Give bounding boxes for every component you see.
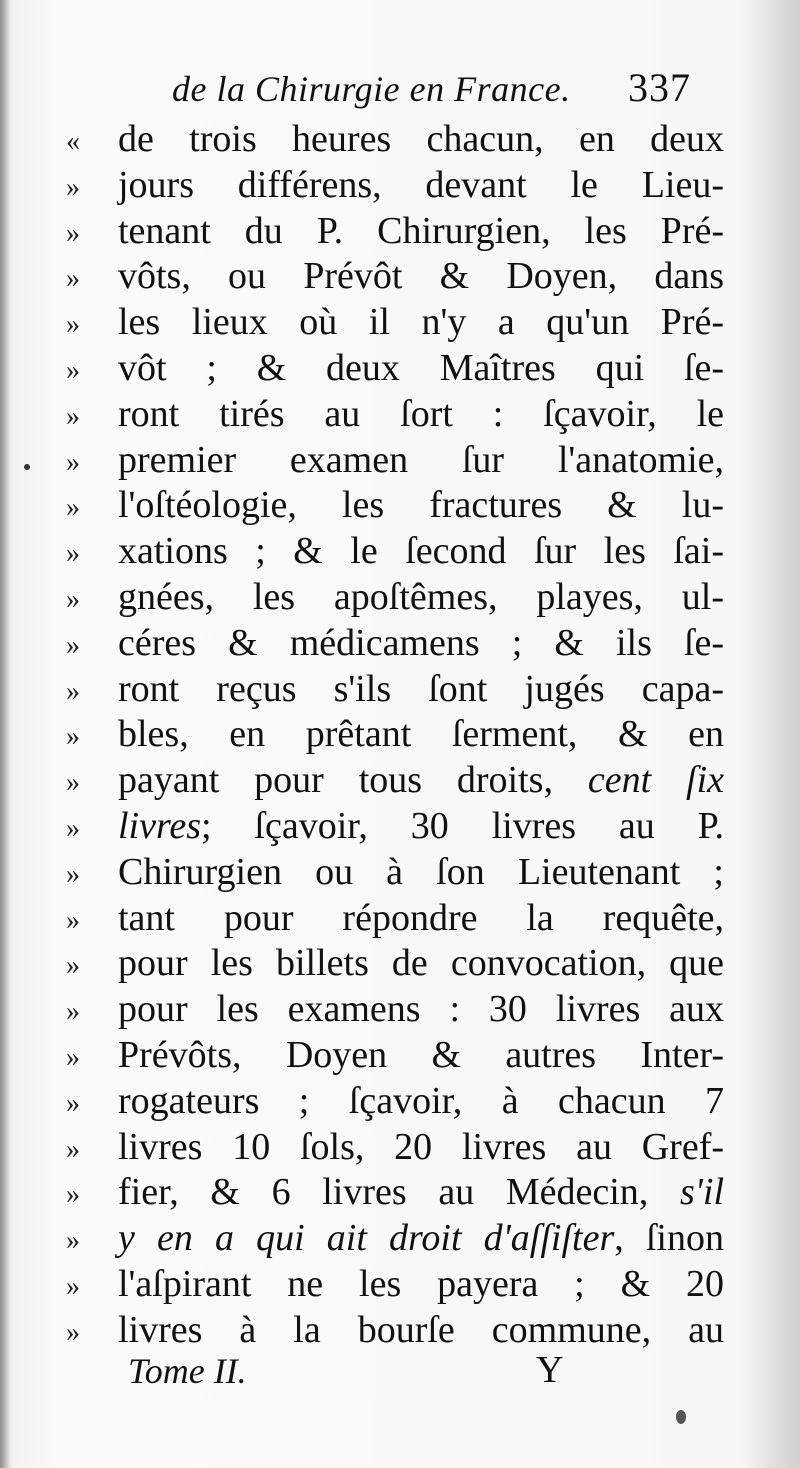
line-text: [118, 803, 724, 849]
roman-text: bles, en prêtant ſerment, & en: [118, 713, 724, 756]
roman-text: ront tirés au ſort : ſçavoir, le: [118, 392, 724, 435]
quote-mark: »: [66, 583, 80, 615]
quote-mark: »: [66, 1225, 80, 1257]
roman-text: pour les examens : 30 livres aux: [118, 988, 724, 1031]
roman-text: , ſinon: [614, 1217, 724, 1260]
quote-mark: »: [66, 675, 80, 707]
line-text: [118, 666, 724, 712]
volume-label: Tome II.: [128, 1351, 247, 1391]
line-text: [118, 574, 724, 620]
text-line: [0, 345, 800, 391]
line-text: [118, 162, 724, 208]
roman-text: payant pour tous droits,: [118, 759, 553, 802]
quote-mark: »: [66, 904, 80, 936]
quote-mark: »: [66, 996, 80, 1028]
text-line: [0, 1078, 800, 1124]
italic-text: livres: [118, 804, 202, 847]
quote-mark: »: [66, 950, 80, 982]
page-footer: [0, 1350, 800, 1410]
text-line: [0, 208, 800, 254]
quote-mark: »: [66, 1179, 80, 1211]
line-text: [118, 1169, 724, 1215]
roman-text: jours différens, devant le Lieu-: [118, 163, 724, 206]
text-line: [0, 116, 800, 162]
text-line: [0, 574, 800, 620]
text-line: [0, 849, 800, 895]
quote-mark: »: [66, 1087, 80, 1119]
text-line: [0, 1124, 800, 1170]
roman-text: ; ſçavoir, 30 livres au P.: [201, 804, 724, 847]
text-line: [0, 803, 800, 849]
line-text: [118, 1124, 724, 1170]
line-text: [118, 345, 724, 391]
roman-text: de trois heures chacun, en deux: [118, 118, 724, 160]
roman-text: Prévôts, Doyen & autres Inter-: [118, 1033, 724, 1076]
line-text: [118, 482, 724, 528]
roman-text: fier, & 6 livres au Médecin,: [118, 1171, 649, 1214]
text-line: [0, 620, 800, 666]
line-text: [118, 116, 724, 162]
text-line: [0, 711, 800, 757]
text-line: [0, 482, 800, 528]
line-text: [118, 391, 724, 437]
quote-mark: »: [66, 263, 80, 295]
line-text: [118, 1307, 724, 1353]
line-text: [118, 620, 724, 666]
roman-text: céres & médicamens ; & ils ſe-: [118, 621, 724, 664]
roman-text: tant pour répondre la requête,: [118, 896, 724, 939]
text-line: [0, 1032, 800, 1078]
line-text: [118, 986, 724, 1032]
quote-mark: »: [66, 400, 80, 432]
quote-mark: »: [66, 309, 80, 341]
quote-mark: »: [66, 767, 80, 799]
roman-text: l'aſpirant ne les payera ; & 20: [118, 1262, 724, 1305]
line-text: [118, 711, 724, 757]
roman-text: vôts, ou Prévôt & Doyen, dans: [118, 255, 724, 298]
text-line: [0, 940, 800, 986]
page-number: 337: [628, 65, 691, 110]
line-text: [118, 757, 724, 803]
roman-text: ront reçus s'ils ſont jugés capa-: [118, 667, 724, 710]
line-text: [118, 1032, 724, 1078]
roman-text: xations ; & le ſecond ſur les ſai-: [118, 530, 724, 573]
quote-mark: »: [66, 1316, 80, 1348]
quote-mark: »: [66, 217, 80, 249]
line-text: [118, 940, 724, 986]
text-line: [0, 757, 800, 803]
signature-mark: Y: [536, 1349, 564, 1391]
line-text: [118, 1261, 724, 1307]
roman-text: les lieux où il n'y a qu'un Pré-: [118, 301, 724, 344]
roman-text: gnées, les apoſtêmes, playes, ul-: [118, 575, 724, 618]
roman-text: premier examen ſur l'anatomie,: [118, 438, 724, 481]
roman-text: l'oſtéologie, les fractures & lu-: [118, 484, 724, 527]
text-line: [0, 1261, 800, 1307]
quote-mark: »: [66, 446, 80, 478]
body-text: [0, 116, 800, 1353]
roman-text: livres 10 ſols, 20 livres au Gref-: [118, 1125, 724, 1168]
text-line: [0, 1215, 800, 1261]
text-line: [0, 1307, 800, 1353]
line-text: [118, 1215, 724, 1261]
quote-mark: »: [66, 1133, 80, 1165]
italic-text: y en a qui ait droit d'aſſiſter: [118, 1217, 615, 1260]
text-line: [0, 253, 800, 299]
quote-mark: »: [66, 629, 80, 661]
line-text: [118, 253, 724, 299]
quote-mark: »: [66, 812, 80, 844]
quote-mark: »: [66, 1041, 80, 1073]
text-line: [0, 162, 800, 208]
italic-text: s'il: [679, 1171, 725, 1214]
text-line: [0, 895, 800, 941]
quote-mark: »: [66, 354, 80, 386]
quote-mark: «: [66, 126, 80, 157]
line-text: [118, 849, 724, 895]
line-text: [118, 895, 724, 941]
quote-mark: »: [66, 492, 80, 524]
line-text: [118, 299, 724, 345]
text-line: [0, 528, 800, 574]
roman-text: Chirurgien ou à ſon Lieutenant ;: [118, 850, 724, 893]
roman-text: vôt ; & deux Maîtres qui ſe-: [118, 346, 724, 389]
quote-mark: »: [66, 721, 80, 753]
quote-mark: »: [66, 1270, 80, 1302]
line-text: [118, 208, 724, 254]
roman-text: tenant du P. Chirurgien, les Pré-: [118, 209, 724, 252]
roman-text: livres à la bourſe commune, au: [118, 1308, 724, 1351]
line-text: [118, 1078, 724, 1124]
text-line: [0, 986, 800, 1032]
text-line: [0, 1169, 800, 1215]
roman-text: pour les billets de convocation, que: [118, 942, 724, 985]
roman-text: rogateurs ; ſçavoir, à chacun 7: [118, 1079, 724, 1122]
text-line: [0, 299, 800, 345]
text-line: [0, 391, 800, 437]
italic-text: cent ſix: [587, 759, 724, 802]
ink-blot: [24, 464, 30, 470]
line-text: [118, 528, 724, 574]
text-line: [0, 666, 800, 712]
ink-blot: [676, 1410, 686, 1424]
text-line: [0, 437, 800, 483]
quote-mark: »: [66, 538, 80, 570]
quote-mark: »: [66, 171, 80, 203]
line-text: [118, 437, 724, 483]
page-header: [0, 60, 800, 120]
running-title: de la Chirurgie en France.: [172, 69, 571, 109]
quote-mark: »: [66, 858, 80, 890]
